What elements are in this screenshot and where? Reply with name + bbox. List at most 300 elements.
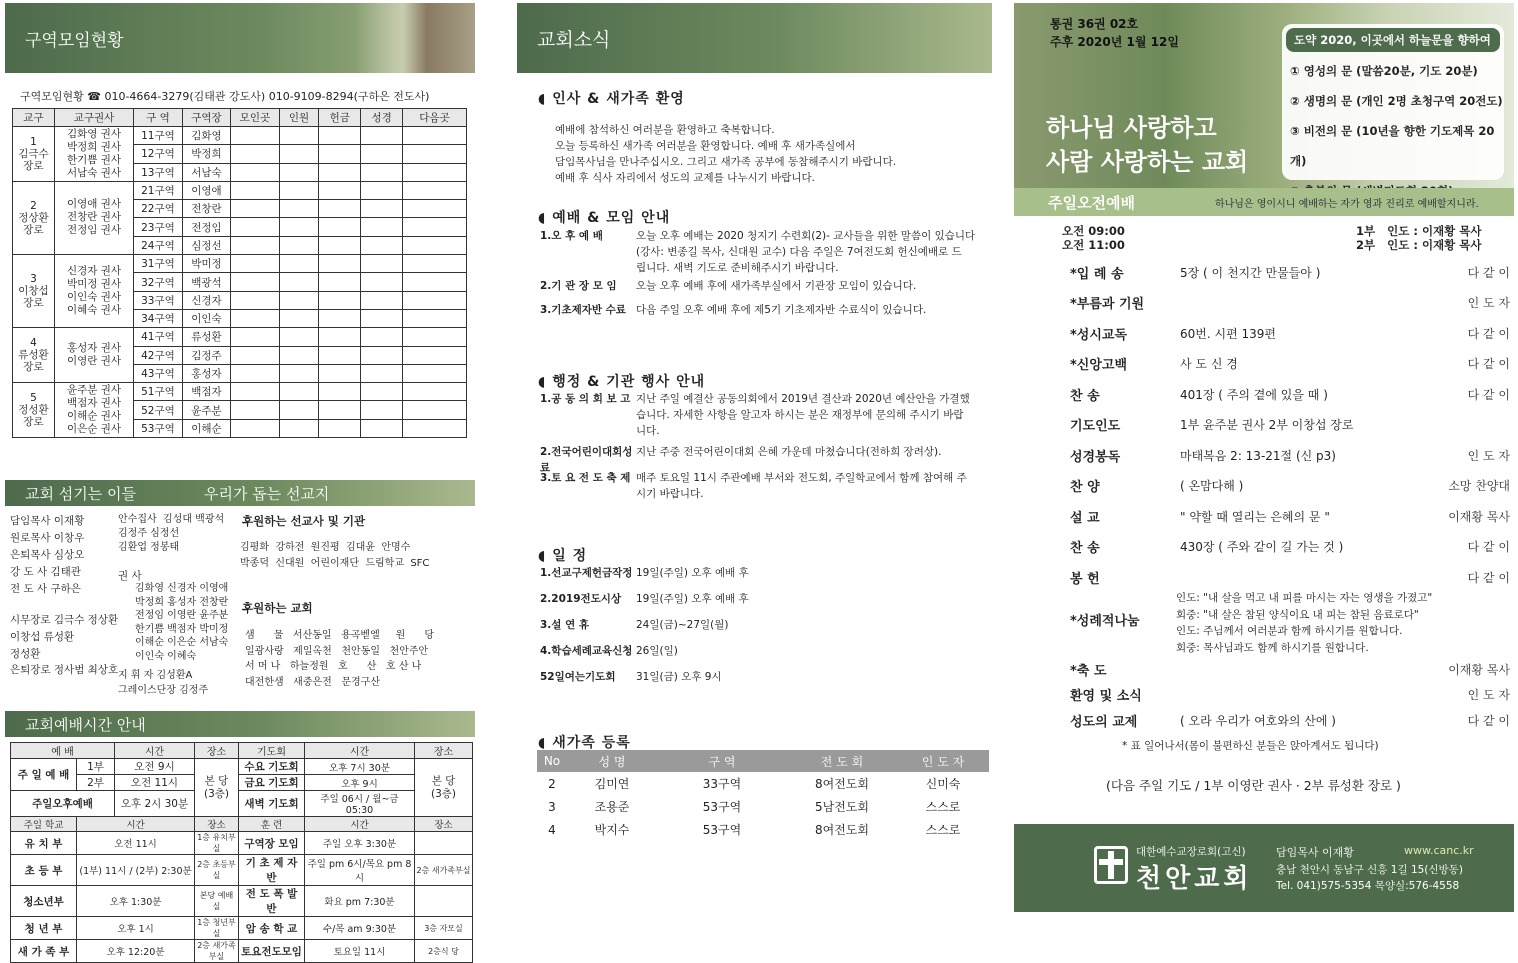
blank-cell: [279, 364, 319, 382]
vision-item: ② 생명의 문 (개인 2명 초청구역 20전도): [1290, 94, 1503, 108]
blank-cell: [231, 127, 279, 145]
order-key: 성도의 교제: [1070, 714, 1138, 730]
blank-cell: [403, 364, 467, 382]
school-row: [11, 917, 473, 940]
blank-cell: [361, 200, 403, 218]
school-row: [11, 940, 473, 963]
notice-value: 24일(금)~27일(월): [636, 619, 729, 631]
servants-banner: [5, 480, 475, 506]
service-label: 주일오전예배: [1048, 193, 1135, 212]
zone-leader-cell: 전창란: [182, 200, 230, 218]
order-right: 다 같 이: [1467, 713, 1510, 728]
school-cell: 초 등 부: [11, 855, 77, 886]
reg-header-row: [537, 750, 989, 772]
reg-cell: 스스로: [925, 823, 961, 837]
zone-leader-cell: 백점자: [182, 383, 230, 401]
kwonsa-title: 권 사: [118, 570, 142, 582]
notice-key: 3.설 연 휴: [540, 619, 590, 631]
reg-cell: 김미연: [594, 777, 630, 791]
blank-cell: [279, 346, 319, 364]
time-header-row: [11, 743, 473, 759]
school-row: [11, 886, 473, 917]
order-right: 다 같 이: [1467, 540, 1510, 554]
blank-cell: [361, 419, 403, 437]
zone-phone: 구역모임현황 ☎ 010-4664-3279(김태관 강도사) 010-9109-8294(구하은 전도사): [20, 90, 430, 103]
blank-cell: [361, 291, 403, 309]
reg-cell: 4: [548, 822, 556, 837]
registration-title: ◖ 새가족 등록: [538, 735, 631, 751]
school-cell: 구역장 모임: [239, 832, 305, 855]
school-cell: 1층 유치부실: [195, 832, 239, 855]
school-cell: 1층 청년부실: [195, 917, 239, 940]
zone-header-cell: 성경: [361, 109, 403, 127]
order-right: 다 같 이: [1467, 265, 1510, 280]
school-cell: (1부) 11시 / (2부) 2:30분: [77, 855, 195, 886]
school-cell: 2층 새가족부실: [195, 940, 239, 963]
reg-row: [537, 795, 989, 818]
vision-item: ③ 비전의 문 (10년을 향한 기도제목 20개): [1290, 124, 1495, 168]
church-title: 후원하는 교회: [242, 601, 313, 615]
notice-row: [540, 228, 990, 276]
order-right: 인 도 자: [1467, 448, 1510, 463]
time-banner-title: 교회예배시간 안내: [25, 715, 146, 734]
notice-row: [540, 302, 990, 318]
order-row: [1070, 443, 1510, 467]
reg-cell: 2: [548, 776, 556, 791]
zone-header-cell: 다음곳: [403, 109, 467, 127]
website-link[interactable]: www.canc.kr: [1404, 844, 1474, 857]
sunday-part: 1부: [77, 759, 115, 775]
school-cell: 2층 초등부실: [195, 855, 239, 886]
prayer-label: 수요 기도회: [239, 759, 305, 775]
notice-value: 오늘 오후 예배는 2020 청지기 수련회(2)- 교사들을 위한 말씀이 있습니다 (강사: 변종길 목사, 신대원 교수) 다음 주일은 7여전도회 헌신예배로 드 립니다. 새벽 기도로 준비해주시기 바랍니다.: [636, 230, 976, 274]
blank-cell: [361, 218, 403, 236]
notice-key: 4.학습세례교육신청: [540, 645, 633, 657]
reg-cell: 8여전도회: [814, 777, 869, 791]
prayer-time: 오후 7시 30분: [305, 759, 415, 775]
school-header-cell: 장소: [195, 817, 239, 832]
blank-cell: [231, 236, 279, 254]
blank-cell: [279, 181, 319, 199]
notice-key: 1.공 동 의 회 보 고: [540, 393, 631, 405]
blank-cell: [231, 181, 279, 199]
parish-cell: 2 정상환 장로: [13, 181, 55, 254]
zone-leader-cell: 심정선: [182, 236, 230, 254]
notice-key: 52일여는기도회: [540, 671, 616, 683]
blank-cell: [361, 163, 403, 181]
school-cell: 청소년부: [11, 886, 77, 917]
blank-cell: [279, 255, 319, 273]
notice-key: 2.전국어린이대회성료: [540, 446, 633, 474]
blank-cell: [279, 200, 319, 218]
order-row: [1070, 291, 1510, 315]
notice-key: 1.선교구제헌금작정: [540, 567, 633, 579]
blank-cell: [279, 291, 319, 309]
blank-cell: [279, 163, 319, 181]
notice-row: [540, 643, 990, 659]
school-header-cell: 훈 련: [239, 817, 305, 832]
notice-value: 19일(주일) 오후 예배 후: [636, 593, 749, 605]
order-key: 봉 헌: [1070, 571, 1100, 587]
order-key: *성시교독: [1070, 327, 1128, 343]
date: 주후 2020년 1월 12일: [1050, 35, 1179, 49]
zone-name-cell: 43구역: [134, 364, 182, 382]
zone-leader-cell: 김정주: [182, 346, 230, 364]
zone-row: [13, 383, 467, 401]
blank-cell: [231, 291, 279, 309]
vision-box: [1282, 24, 1504, 180]
order-row: [1070, 413, 1510, 437]
servant-item: 은퇴목사 심상오: [10, 549, 85, 561]
order-key: *입 례 송: [1070, 266, 1124, 282]
zone-name-cell: 41구역: [134, 328, 182, 346]
school-cell: 오후 1:30분: [77, 886, 195, 917]
prayer-place: 본 당 (3층): [415, 759, 473, 817]
zone-leader-cell: 박정희: [182, 145, 230, 163]
elders: 시무장로 김극수 정상환 이창섭 류성환 정성환: [10, 614, 119, 660]
reg-header-cell: 인 도 자: [921, 754, 965, 769]
school-cell: 유 치 부: [11, 832, 77, 855]
blank-cell: [319, 236, 361, 254]
vision-title: 도약 2020, 이곳에서 하늘문을 향하여: [1286, 28, 1500, 52]
time-header-cell: 예 배: [11, 743, 115, 759]
school-cell: [415, 832, 473, 855]
order-right: 소망 찬양대: [1448, 479, 1510, 493]
zone-leader-cell: 류성환: [182, 328, 230, 346]
zone-row: [13, 181, 467, 199]
blank-cell: [403, 401, 467, 419]
order-key: 설 교: [1070, 510, 1100, 526]
order-key: 성경봉독: [1070, 449, 1121, 465]
blank-cell: [361, 181, 403, 199]
zone-name-cell: 11구역: [134, 127, 182, 145]
order-row: [1070, 683, 1510, 707]
denomination: 대한예수교장로회(고신): [1136, 846, 1246, 858]
missionary-title: 후원하는 선교사 및 기관: [242, 514, 366, 528]
zone-leader-cell: 윤주분: [182, 401, 230, 419]
order-row: [1070, 504, 1510, 528]
sunday-time: 오전 9시: [115, 759, 195, 775]
zone-column: [0, 0, 490, 961]
greeting-text: 예배에 참석하신 여러분을 환영하고 축복합니다. 오늘 등록하신 새가족 여러분을 환영합니다. 예배 후 새가족실에서 담임목사님을 만나주십시오. 그리고 새가족 공부에 동참해주시기 바랍니다. 예배 후 식사 자리에서 성도의 교제를 나누시기 바랍니다.: [555, 124, 897, 184]
reg-row: [537, 772, 989, 795]
blank-cell: [231, 145, 279, 163]
order-row: [1070, 565, 1510, 589]
communion-text: 인도: "내 살을 먹고 내 피를 마시는 자는 영생을 가졌고" 회중: "내 살은 참된 양식이요 내 피는 참된 음료로다" 인도: 주님께서 여러분과 함께 하시기를 원합니다. 회중: 목사님과도 함께 하시기를 원합니다.: [1176, 592, 1433, 654]
servants-banner-title: 교회 섬기는 이들: [25, 484, 136, 503]
zone-header-cell: 인원: [279, 109, 319, 127]
schedule-title: ◖ 일 정: [538, 548, 588, 564]
blank-cell: [231, 273, 279, 291]
blank-cell: [319, 273, 361, 291]
servant-item: 강 도 사 김태관: [10, 566, 81, 578]
school-cell: 오후 1시: [77, 917, 195, 940]
notice-value: 31일(금) 오후 9시: [636, 671, 722, 683]
blank-cell: [403, 181, 467, 199]
news-banner-title: 교회소식: [537, 28, 611, 51]
blank-cell: [319, 383, 361, 401]
notice-row: [540, 617, 990, 633]
prayer-time: 주일 06시 / 월~금 05:30: [305, 791, 415, 817]
zone-name-cell: 33구역: [134, 291, 182, 309]
blank-cell: [403, 383, 467, 401]
order-key: 환영 및 소식: [1070, 689, 1142, 704]
zone-name-cell: 52구역: [134, 401, 182, 419]
time-header-cell: 시간: [115, 743, 195, 759]
blank-cell: [279, 309, 319, 327]
blank-cell: [319, 364, 361, 382]
time-row: [11, 791, 473, 817]
school-cell: 수/목 am 9:30분: [305, 917, 415, 940]
order-right: 다 같 이: [1467, 357, 1510, 371]
zone-leader-cell: 신경자: [182, 291, 230, 309]
notice-value: 오늘 오후 예배 후에 새가족부실에서 기관장 모임이 있습니다.: [636, 280, 917, 292]
zone-name-cell: 31구역: [134, 255, 182, 273]
school-cell: 3층 자모실: [415, 917, 473, 940]
blank-cell: [361, 401, 403, 419]
parish-cell: 5 정성환 장로: [13, 383, 55, 438]
vision-item: ① 영성의 문 (말씀20분, 기도 20분): [1290, 64, 1478, 78]
church-name: 천안교회: [1136, 864, 1253, 894]
zone-banner-title: 구역모임현황: [25, 30, 124, 51]
school-header-cell: 장소: [415, 817, 473, 832]
blank-cell: [231, 328, 279, 346]
notice-row: [540, 565, 990, 581]
kwonsa-list: 김화영 신경자 이영애 박정희 홍성자 전창란 전정임 이영란 윤주분 한기쁨 백점자 박미정 이해순 이은순 서남숙 이인숙 이혜숙: [135, 583, 229, 662]
notice-value: 지난 주중 전국어린이대회 은혜 가운데 마쳤습니다(전하희 장려상).: [636, 446, 942, 458]
zone-header-cell: 교구: [13, 109, 55, 127]
school-header-cell: 시간: [305, 817, 415, 832]
blank-cell: [319, 218, 361, 236]
school-row: [11, 832, 473, 855]
tree-image: [355, 3, 475, 73]
blank-cell: [231, 383, 279, 401]
footer: [1014, 824, 1514, 912]
parish-cell: 4 류성환 장로: [13, 328, 55, 383]
zone-row: [13, 127, 467, 145]
blank-cell: [231, 401, 279, 419]
reg-header-cell: No: [543, 754, 561, 768]
service-leaders: 1부 인도 : 이재황 목사 2부 인도 : 이재황 목사: [1356, 224, 1482, 252]
blank-cell: [279, 127, 319, 145]
order-middle: ( 오라 우리가 여호와의 산에 ): [1180, 713, 1336, 728]
blank-cell: [403, 145, 467, 163]
reg-header-cell: 전 도 회: [820, 754, 864, 769]
zone-name-cell: 34구역: [134, 309, 182, 327]
order-middle: ( 온맘다해 ): [1180, 479, 1244, 493]
sunday-pm-label: 주일오후예배: [11, 791, 115, 817]
zone-leader-cell: 홍성자: [182, 364, 230, 382]
notice-value: 매주 토요일 11시 주관예배 부서와 전도회, 주일학교에서 함께 참여해 주 시기 바랍니다.: [636, 472, 967, 500]
slogan-line1: 하나님 사랑하고: [1046, 114, 1217, 142]
school-cell: 2층 새가족부실: [415, 855, 473, 886]
blank-cell: [319, 181, 361, 199]
blank-cell: [319, 163, 361, 181]
school-cell: 새 가 족 부: [11, 940, 77, 963]
notice-key: 3.토 요 전 도 축 제: [540, 472, 631, 484]
blank-cell: [279, 273, 319, 291]
news-column: [500, 0, 1005, 916]
blank-cell: [403, 328, 467, 346]
school-header-row: [11, 817, 473, 832]
school-cell: 토요전도모임: [239, 940, 305, 963]
blank-cell: [279, 236, 319, 254]
zone-name-cell: 21구역: [134, 181, 182, 199]
kwonsa-cell: 홍성자 권사 이영란 권사: [54, 328, 133, 383]
zone-header-cell: 헌금: [319, 109, 361, 127]
time-header-cell: 장소: [415, 743, 473, 759]
blank-cell: [231, 346, 279, 364]
school-cell: 기 초 제 자 반: [239, 855, 305, 886]
blank-cell: [403, 291, 467, 309]
order-right: 인 도 자: [1467, 688, 1510, 702]
blank-cell: [361, 383, 403, 401]
blank-cell: [361, 309, 403, 327]
zone-row: [13, 255, 467, 273]
zone-name-cell: 12구역: [134, 145, 182, 163]
sunday-place: 본 당 (3층): [195, 759, 239, 817]
zone-name-cell: 51구역: [134, 383, 182, 401]
servant-item: 전 도 사 구하은: [10, 583, 81, 595]
notice-value: 다음 주일 오후 예배 후에 제5기 기초제자반 수료식이 있습니다.: [636, 304, 927, 316]
blank-cell: [279, 383, 319, 401]
blank-cell: [279, 218, 319, 236]
time-row: [11, 759, 473, 775]
blank-cell: [361, 236, 403, 254]
communion-label: *성례적나눔: [1070, 614, 1140, 629]
order-key: *부름과 기원: [1070, 297, 1145, 312]
blank-cell: [279, 328, 319, 346]
pastor: 담임목사 이재황: [1276, 846, 1354, 859]
retired-elder: 은퇴장로 정사범 최상호: [10, 664, 119, 676]
service-bar: [1014, 188, 1514, 216]
school-cell: 주일 오후 3:30분: [305, 832, 415, 855]
school-cell: 암 송 학 교: [239, 917, 305, 940]
blank-cell: [319, 127, 361, 145]
zone-name-cell: 24구역: [134, 236, 182, 254]
order-right: 이재황 목사: [1448, 509, 1510, 524]
school-cell: 오전 11시: [77, 832, 195, 855]
zone-banner: [5, 3, 475, 73]
kwonsa-cell: 김화영 권사 박정희 권사 한기쁨 권사 서남숙 권사: [54, 127, 133, 182]
zone-header-row: [13, 109, 467, 127]
zone-leader-cell: 전정임: [182, 218, 230, 236]
order-middle: 60번. 시편 139편: [1180, 326, 1276, 341]
school-cell: 오후 12:20분: [77, 940, 195, 963]
blank-cell: [361, 127, 403, 145]
order-middle: " 약할 때 열리는 은혜의 문 ": [1180, 509, 1330, 524]
zone-name-cell: 53구역: [134, 419, 182, 437]
volume: 통권 36권 02호: [1050, 17, 1139, 31]
order-key: 기도인도: [1070, 419, 1121, 434]
next-prayer: (다음 주일 기도 / 1부 이영란 권사 · 2부 류성환 장로 ): [1106, 778, 1401, 793]
reg-header-cell: 성 명: [598, 754, 626, 769]
telephone: Tel. 041)575-5354 목양실:576-4558: [1276, 880, 1460, 892]
school-header-cell: 시간: [77, 817, 195, 832]
blank-cell: [403, 236, 467, 254]
praise-leader: 그레이스단장 김정주: [118, 685, 209, 696]
service-quote: 하나님은 영이시니 예배하는 자가 영과 진리로 예배할지니라.: [1214, 198, 1479, 210]
order-right: 다 같 이: [1467, 387, 1510, 402]
order-middle: 430장 ( 주와 같이 길 가는 것 ): [1180, 540, 1344, 554]
blank-cell: [403, 346, 467, 364]
mission-banner-title: 우리가 돕는 선교지: [203, 484, 330, 503]
sunday-pm-time: 오후 2시 30분: [115, 791, 195, 817]
order-right: 다 같 이: [1467, 326, 1510, 341]
reg-cell: 3: [548, 799, 556, 814]
cross-logo-icon: [1094, 846, 1128, 884]
blank-cell: [403, 218, 467, 236]
order-right: 인 도 자: [1467, 296, 1510, 310]
reg-cell: 5남전도회: [814, 800, 869, 814]
address: 충남 천안시 동남구 신흥 1길 15(신방동): [1276, 864, 1463, 876]
time-header-cell: 시간: [305, 743, 415, 759]
school-cell: 2층식 당: [415, 940, 473, 963]
zone-leader-cell: 서남숙: [182, 163, 230, 181]
blank-cell: [319, 401, 361, 419]
zone-leader-cell: 이인숙: [182, 309, 230, 327]
zone-leader-cell: 김화영: [182, 127, 230, 145]
zone-name-cell: 13구역: [134, 163, 182, 181]
blank-cell: [361, 346, 403, 364]
school-cell: [415, 886, 473, 917]
order-key: 찬 송: [1070, 388, 1100, 404]
order-middle: 마태복음 2: 13-21절 (신 p3): [1180, 448, 1336, 463]
blank-cell: [279, 145, 319, 163]
time-banner: [5, 711, 475, 737]
reg-cell: 스스로: [925, 800, 961, 814]
blank-cell: [231, 200, 279, 218]
worship-title: ◖ 예배 & 모임 안내: [538, 210, 671, 226]
notice-key: 3.기초제자반 수료: [540, 304, 626, 316]
notice-key: 2.2019전도시상: [540, 593, 622, 605]
zone-leader-cell: 박미정: [182, 255, 230, 273]
order-row: [1070, 657, 1510, 681]
notice-row: [540, 391, 990, 439]
time-header-cell: 기도회: [239, 743, 305, 759]
blank-cell: [319, 346, 361, 364]
slogan-line2: 사람 사랑하는 교회: [1046, 148, 1249, 176]
order-row: [1070, 708, 1510, 732]
blank-cell: [403, 419, 467, 437]
notice-row: [540, 470, 990, 502]
zone-table: [12, 108, 467, 438]
notice-row: [540, 591, 990, 607]
zone-row: [13, 328, 467, 346]
prayer-label: 금요 기도회: [239, 775, 305, 791]
blank-cell: [319, 145, 361, 163]
reg-cell: 조용준: [594, 800, 630, 814]
notice-key: 1.오 후 예 배: [540, 230, 603, 242]
blank-cell: [361, 328, 403, 346]
zone-header-cell: 구역장: [182, 109, 230, 127]
zone-header-cell: 교구권사: [54, 109, 133, 127]
blank-cell: [319, 328, 361, 346]
school-row: [11, 855, 473, 886]
blank-cell: [361, 255, 403, 273]
notice-row: [540, 278, 990, 294]
blank-cell: [279, 419, 319, 437]
zone-name-cell: 42구역: [134, 346, 182, 364]
blank-cell: [231, 364, 279, 382]
blank-cell: [231, 419, 279, 437]
kwonsa-cell: 신경자 권사 박미정 권사 이인숙 권사 이혜숙 권사: [54, 255, 133, 328]
servant-item: 담임목사 이재황: [10, 515, 85, 527]
order-middle: 사 도 신 경: [1180, 357, 1238, 371]
school-cell: 전 도 폭 발 반: [239, 886, 305, 917]
kwonsa-cell: 이영애 권사 전창란 권사 전정임 권사: [54, 181, 133, 254]
time-row: [11, 775, 473, 791]
